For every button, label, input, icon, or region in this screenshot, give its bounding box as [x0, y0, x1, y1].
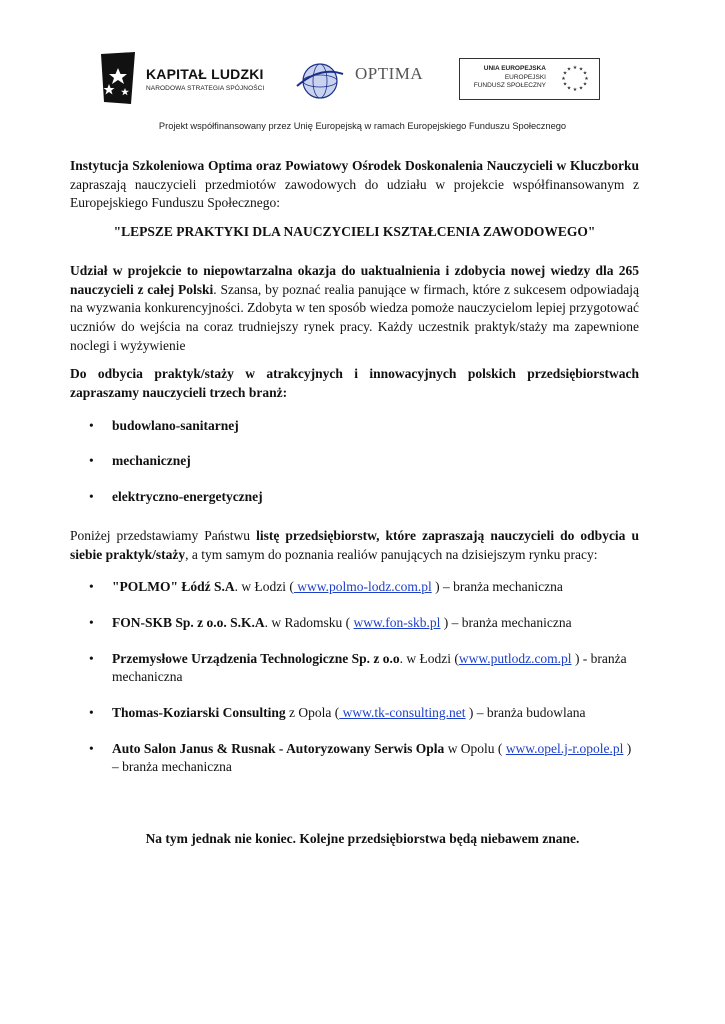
closing-note: Na tym jednak nie koniec. Kolejne przedsiębiorstwa będą niebawem znane. [145, 831, 580, 846]
company-link[interactable]: www.putlodz.com.pl [458, 650, 572, 666]
branch-label: budowlano-sanitarnej [112, 417, 239, 433]
podn-logo-icon [295, 60, 345, 102]
list-item [70, 704, 639, 723]
intro-rest: zapraszają nauczycieli przedmiotów zawodowych do udziału w projekcie współfinansowanym z Europejskiego Funduszu Społecznego: [70, 176, 639, 211]
bullet: • [89, 453, 94, 469]
companies-intro-bold: listę przedsiębiorstw, które zapraszają nauczycieli do odbycia u siebie praktyk/staży [70, 527, 639, 562]
company-name: "POLMO" Łódź S.A [112, 579, 235, 595]
list-item [70, 488, 639, 507]
intro-bold: Instytucja Szkoleniowa Optima oraz Powiatowy Ośrodek Doskonalenia Nauczycieli w Kluczborku [70, 158, 639, 173]
project-title: "LEPSZE PRAKTYKI DLA NAUCZYCIELI KSZTAŁCENIA ZAWODOWEGO" [113, 224, 596, 240]
eu-line-2: EUROPEJSKI [504, 73, 546, 81]
logo-title: KAPITAŁ LUDZKI [146, 66, 264, 82]
branch-label: elektryczno-energetycznej [112, 489, 263, 505]
company-name: FON-SKB Sp. z o.o. S.K.A [112, 614, 265, 630]
bullet: • [89, 614, 94, 630]
bullet: • [89, 417, 94, 433]
company-location: . w Radomsku ( [264, 614, 354, 630]
company-branch: ) – branża mechaniczna [440, 614, 572, 630]
invite-paragraph: Do odbycia praktyk/staży w atrakcyjnych i innowacyjnych polskich przedsiębiorstwach zapraszamy nauczycieli trzech branż: [70, 366, 639, 401]
company-location: w Opolu ( [444, 740, 506, 756]
eu-line-3: FUNDUSZ SPOŁECZNY [473, 82, 546, 89]
svg-text:★: ★ [578, 85, 584, 92]
company-list [70, 578, 639, 777]
company-branch: ) – branża mechaniczna [431, 579, 563, 595]
intro-paragraph [70, 157, 639, 213]
company-link[interactable]: www.tk-consulting.net [339, 705, 466, 721]
promo-bold: Udział w projekcie to niepowtarzalna okazja do uaktualnienia i zdobycia nowej wiedzy dla 265 nauczycieli z całej Polski [70, 262, 639, 297]
company-name: Thomas-Koziarski Consulting [112, 705, 286, 721]
document-header [0, 0, 725, 140]
companies-intro [70, 527, 639, 564]
companies-intro-part1: Poniżej przedstawiamy Państwu [70, 527, 257, 543]
optima-logo: OPTIMA [355, 64, 424, 83]
svg-text:★: ★ [582, 70, 588, 77]
company-link[interactable]: www.opel.j-r.opole.pl [505, 740, 624, 756]
company-name: Auto Salon Janus & Rusnak - Autoryzowany Serwis Opla [112, 740, 445, 756]
bullet: • [89, 579, 94, 595]
svg-text:★: ★ [572, 65, 578, 71]
list-item [70, 578, 639, 597]
company-branch: ) - branża mechaniczna [112, 650, 627, 685]
bullet: • [89, 740, 94, 756]
list-item [70, 417, 639, 436]
svg-text:★: ★ [561, 76, 566, 82]
company-name: Przemysłowe Urządzenia Technologiczne Sp. z o.o [112, 650, 400, 666]
eu-flag-icon [554, 62, 596, 95]
promo-rest: . Szansa, by poznać realia panujące w firmach, które z sukcesem odpowiadają na wyzwania konkurencyjności. Zdobyta w ten sposób wiedza pomoże nauczycielom lepiej przygotować uczniów do wejścia na coraz trudniejszy rynek pracy. Każdy uczestnik praktyk/staży ma zapewnione noclegi i wyżywienie [70, 281, 640, 353]
kapital-ludzki-logo-icon [98, 50, 138, 106]
svg-text:★: ★ [582, 81, 588, 88]
svg-text:★: ★ [572, 87, 578, 93]
companies-intro-part2: , a tym samym do poznania realiów panujących na dzisiejszym rynku pracy: [185, 546, 598, 562]
company-link[interactable]: www.polmo-lodz.com.pl [293, 579, 432, 595]
company-link[interactable]: www.fon-skb.pl [353, 614, 441, 630]
list-item [70, 452, 639, 471]
list-item [70, 650, 639, 687]
svg-text:★: ★ [584, 76, 589, 82]
bullet: • [89, 489, 94, 505]
eu-fund-logo [459, 58, 600, 100]
list-item [70, 614, 639, 633]
svg-text:★: ★ [566, 66, 572, 73]
cofinanced-note: Projekt współfinansowany przez Unię Europejską w ramach Europejskiego Funduszu Społecznego [158, 121, 567, 131]
eu-line-1: UNIA EUROPEJSKA [483, 65, 546, 72]
company-location: . w Łodzi ( [234, 579, 294, 595]
branch-list [70, 417, 639, 507]
svg-text:★: ★ [578, 66, 584, 73]
branch-label: mechanicznej [112, 453, 191, 469]
company-branch: ) – branża mechaniczna [112, 740, 632, 775]
company-location: . w Łodzi ( [399, 650, 459, 666]
company-branch: ) – branża budowlana [465, 705, 586, 721]
company-location: z Opola ( [285, 705, 340, 721]
bullet: • [89, 705, 94, 721]
svg-text:★: ★ [562, 70, 568, 77]
bullet: • [89, 650, 94, 666]
document-body [70, 157, 639, 794]
logo-subtitle: NARODOWA STRATEGIA SPÓJNOŚCI [146, 85, 265, 92]
svg-text:★: ★ [566, 85, 572, 92]
promo-paragraph [70, 262, 639, 356]
svg-text:★: ★ [562, 81, 568, 88]
list-item [70, 740, 639, 777]
